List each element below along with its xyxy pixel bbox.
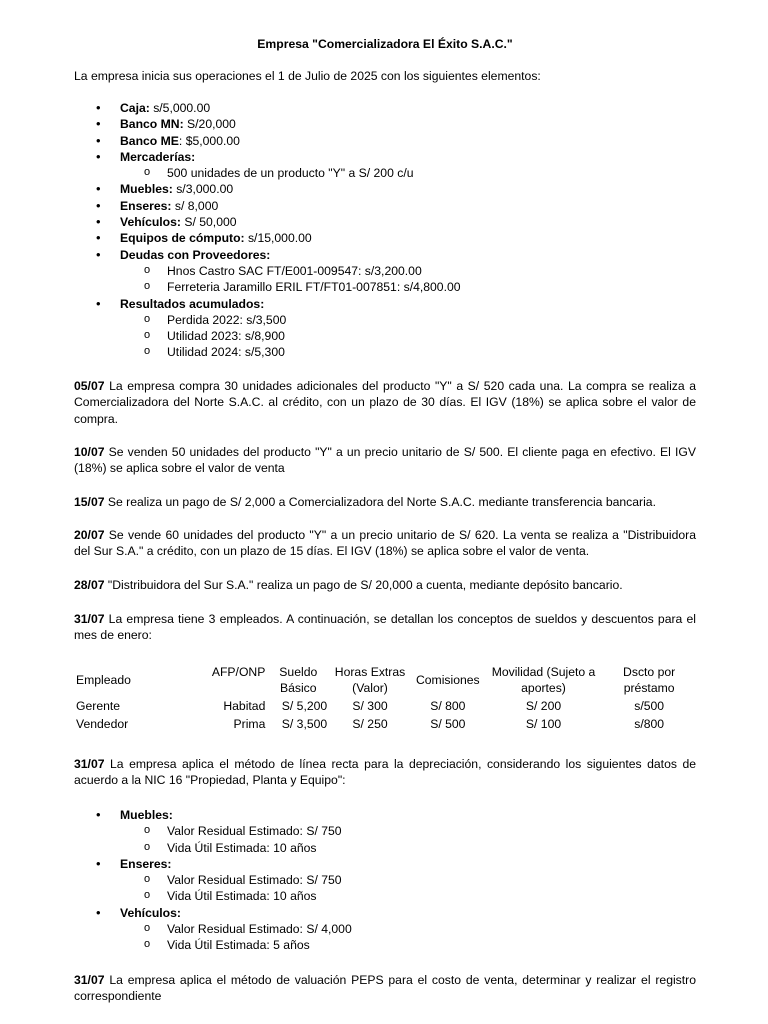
table-cell: s/500 (634, 699, 665, 713)
operation-paragraph: 15/07 Se realiza un pago de S/ 2,000 a Comercializadora del Norte S.A.C. mediante transferencia bancaria. (74, 495, 656, 509)
table-cell: S/ 3,500 (281, 717, 328, 731)
table-cell: S/ 300 (352, 699, 388, 713)
sub-list-item: o Vida Útil Estimada: 5 años (74, 937, 352, 953)
list-item: • Mercaderías: (74, 149, 461, 165)
depreciation-paragraph: 31/07 La empresa aplica el método de línea recta para la depreciación, considerando los siguientes datos de acuerdo a la NIC 16 "Propiedad, Planta y Equipo": (74, 757, 696, 788)
table-header-cell: Movilidad (Sujeto a aportes) (491, 665, 596, 695)
list-item: • Muebles: s/3,000.00 (74, 181, 461, 197)
table-header-cell: AFP/ONP (211, 665, 266, 679)
list-item: • Resultados acumulados: (74, 296, 461, 312)
sub-list-item: o Utilidad 2024: s/5,300 (74, 344, 461, 360)
list-item: • Caja: s/5,000.00 (74, 100, 461, 116)
operation-paragraph: 10/07 Se venden 50 unidades del producto "Y" a un precio unitario de S/ 500. El cliente paga en efectivo. El IGV (18%) se aplica sobre el valor de venta (74, 445, 696, 476)
sub-list-item: o Valor Residual Estimado: S/ 750 (74, 823, 352, 839)
table-cell: S/ 500 (430, 717, 466, 731)
sub-list-item: o Vida Útil Estimada: 10 años (74, 888, 352, 904)
list-item: • Enseres: (74, 856, 352, 872)
table-row (74, 697, 696, 715)
table-cell: S/ 100 (525, 717, 562, 731)
list-item: • Muebles: (74, 807, 352, 823)
operation-paragraph: 05/07 La empresa compra 30 unidades adicionales del producto "Y" a S/ 520 cada una. La compra se realiza a Comercializadora del Norte S.A.C. al crédito, con un plazo de 30 días. El IGV (18%) se aplica sobre el valor de compra. (74, 379, 696, 426)
table-header-cell: Dscto por préstamo (623, 665, 676, 695)
sub-list-item: o Vida Útil Estimada: 10 años (74, 840, 352, 856)
table-cell: Gerente (76, 699, 121, 713)
table-cell: s/800 (634, 717, 665, 731)
operation-paragraph: 20/07 Se vende 60 unidades del producto "Y" a un precio unitario de S/ 620. La venta se realiza a "Distribuidora del Sur S.A." a crédito, con un plazo de 15 días. El IGV (18%) se aplica sobre el valor de venta. (74, 528, 696, 559)
table-cell: S/ 200 (525, 699, 562, 713)
sub-list-item: o Perdida 2022: s/3,500 (74, 312, 461, 328)
list-item: • Equipos de cómputo: s/15,000.00 (74, 230, 461, 246)
sub-list-item: o Ferreteria Jaramillo ERIL FT/FT01-007851: s/4,800.00 (74, 279, 461, 295)
list-item: • Banco ME: $5,000.00 (74, 133, 461, 149)
sub-list-item: o Utilidad 2023: s/8,900 (74, 328, 461, 344)
list-item: • Banco MN: S/20,000 (74, 116, 461, 132)
initial-elements-list (74, 100, 461, 361)
list-item: • Vehículos: S/ 50,000 (74, 214, 461, 230)
table-row (74, 715, 696, 733)
list-item: • Enseres: s/ 8,000 (74, 198, 461, 214)
operation-paragraph: 31/07 La empresa tiene 3 empleados. A continuación, se detallan los conceptos de sueldos y descuentos para el mes de enero: (74, 612, 696, 643)
list-item: • Vehículos: (74, 905, 352, 921)
list-item: • Deudas con Proveedores: (74, 247, 461, 263)
table-header-row (74, 663, 696, 697)
sub-list-item: o Hnos Castro SAC FT/E001-009547: s/3,200.00 (74, 263, 461, 279)
table-cell: S/ 250 (352, 717, 388, 731)
table-cell: Vendedor (76, 717, 129, 731)
table-header-cell: Sueldo Básico (279, 665, 318, 695)
table-cell: Habitad (223, 699, 266, 713)
operation-paragraph: 28/07 "Distribuidora del Sur S.A." realiza un pago de S/ 20,000 a cuenta, mediante depósito bancario. (74, 578, 623, 592)
final-paragraph: 31/07 La empresa aplica el método de valuación PEPS para el costo de venta, determinar y realizar el registro correspondiente (74, 973, 696, 1004)
depreciation-list (74, 807, 352, 954)
table-header-cell: Empleado (76, 673, 131, 687)
table-cell: Prima (233, 717, 266, 731)
table-cell: S/ 5,200 (281, 699, 328, 713)
salary-table (74, 663, 696, 733)
table-cell: S/ 800 (430, 699, 466, 713)
sub-list-item: o Valor Residual Estimado: S/ 750 (74, 872, 352, 888)
intro-text: La empresa inicia sus operaciones el 1 de Julio de 2025 con los siguientes elementos: (74, 69, 541, 83)
sub-list-item: o Valor Residual Estimado: S/ 4,000 (74, 921, 352, 937)
table-header-cell: Horas Extras (Valor) (334, 665, 406, 695)
table-header-cell: Comisiones (415, 673, 480, 687)
sub-list-item: o 500 unidades de un producto "Y" a S/ 200 c/u (74, 165, 461, 181)
document-title: Empresa "Comercializadora El Éxito S.A.C." (257, 37, 513, 51)
